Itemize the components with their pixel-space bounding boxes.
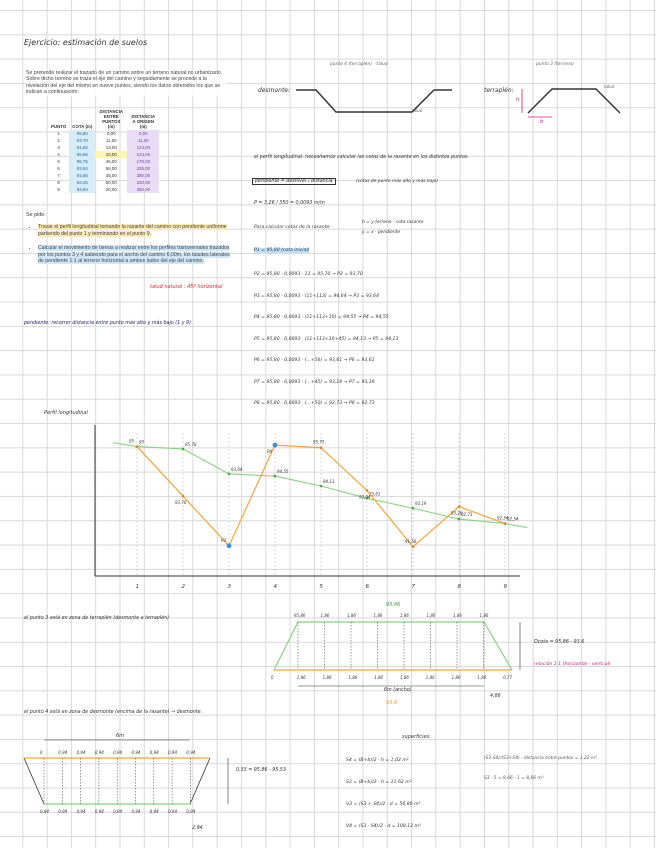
profile-x-tick: 7	[411, 584, 415, 590]
section2-top-point: 0,94	[131, 750, 141, 755]
section1-bottom-point: 1,86	[348, 675, 358, 680]
table-cell: 50,00	[105, 180, 117, 185]
section1-bottom-point: 0	[271, 675, 274, 680]
rasante-label: 94,55	[277, 469, 289, 475]
profile-label: Perfil longitudinal	[44, 410, 88, 416]
table-cell: 95,75	[69, 158, 95, 165]
table-cell: 0,00	[127, 130, 159, 137]
terrain-label: 93,26	[451, 510, 463, 516]
rasante-label: 92,54	[507, 516, 519, 522]
terrain-point	[273, 443, 278, 448]
equation-line: P6 = 95,80 - 0,0093 · (...+56) = 93,61 → P6 = 93,61	[254, 358, 375, 363]
rasante-label: 93,64	[231, 466, 243, 472]
section1-bottom-point: 1,86	[296, 675, 306, 680]
result-line: V3 = (S3 + S4)/2 · d = 56,80 m³	[346, 802, 421, 807]
section2-bottom-dim: 2,94	[192, 826, 203, 831]
section2-top-point: 0,94	[94, 750, 104, 755]
section2-bottom-point: 0,94	[186, 809, 196, 814]
terrain-line	[137, 445, 505, 547]
section2-bottom-point: 0,94	[76, 809, 86, 814]
section2-top-point: 0,94	[113, 750, 123, 755]
problem-paragraph: Se pretende realizar el trazado de un camino sobre un terreno natural no urbanizado. Sobre dicho terreno se traza el eje del camino y seguidamente se procede a la nivelación del eje del mismo en nueve puntos, siendo los datos obtenidos los que se indican a continuación:	[26, 70, 223, 96]
table-cell: 9	[57, 187, 60, 192]
section1-bottom-point: 1,86	[400, 675, 409, 680]
profile-x-tick: 2	[181, 584, 185, 590]
terraplen-caption: punto 3 (terreno)	[536, 62, 574, 67]
table-cell: 93,94	[69, 165, 95, 172]
section1-bottom-dim: 4,86	[490, 694, 501, 699]
terrain-point	[366, 489, 369, 492]
terrain-point	[136, 445, 139, 448]
table-cell: 350,00	[127, 186, 159, 193]
result-line: V4 = (S3 · S4)/2 · d = 108,12 m³	[346, 824, 421, 829]
section1-right-note: Dcota = 95,86 - 93,6	[534, 640, 585, 645]
terraplen-h: h	[516, 97, 520, 103]
table-cell: 92,94	[69, 186, 95, 193]
desmonte-shape	[296, 90, 452, 112]
profile-x-tick: 5	[319, 584, 323, 590]
page-title: Ejercicio: estimación de suelos	[24, 38, 148, 47]
note-calcular: Para calcular cotas de la rasante:	[254, 225, 331, 230]
col-distancia-origen: DISTANCIA A ORIGEN (m)	[131, 114, 156, 129]
table-cell: 4	[57, 152, 60, 157]
table-cell: 45,00	[105, 159, 117, 164]
rasante-point	[274, 475, 277, 478]
terrain-label: 91,56	[405, 538, 417, 544]
section2-bottom-point: 0,94	[168, 809, 178, 814]
note-pendiente: pendiente: recorrer distancia entre punto más alto y más bajo (1 y 9)	[24, 321, 191, 326]
table-cell: 0,00	[107, 131, 116, 136]
result-line: S4 = (B+b)/2 · h = 1,02 m²	[346, 758, 409, 763]
section1-bottom-point: 1,86	[425, 675, 435, 680]
section2-right-note: 0,33 = 95,86 - 95,53	[236, 768, 286, 773]
section2-bottom-point: 0,94	[94, 809, 104, 814]
results-side-note: (S3·S4)/(S3+S4) · distancia entre puntos = 1,22 m³	[484, 756, 597, 761]
section2-bottom-point: 0,94	[131, 809, 141, 814]
profile-x-tick: 6	[365, 584, 369, 590]
section1-title: el punto 3 está en zona de terraplén (desmonte a terraplén)	[24, 616, 170, 621]
rasante-label: 92,73	[461, 512, 473, 518]
rasante-point	[320, 485, 323, 488]
table-cell: 10,00	[95, 151, 127, 158]
note-perfil: el perfil longitudinal: necesitamos calcular las cotas de la rasante en los distintos puntos.	[254, 155, 469, 160]
equation-line: P3 = 95,80 - 0,0093 · (11+113) = 94,64 → P3 = 93,64	[254, 293, 379, 299]
task-item: • Trazar el perfil longitudinal tomando la rasante del camino con pendiente uniforme partiendo del punto 1 y terminando en el punto 9.	[38, 224, 236, 237]
rasante-label: 93,19	[415, 501, 427, 507]
section1-top-point: 1,86	[373, 613, 383, 618]
section1-top-point: 1,86	[453, 613, 462, 618]
section1-bottom-point: 1,86	[477, 675, 487, 680]
section2-top-point: 0,94	[149, 750, 159, 755]
col-distancia-entre: DISTANCIA ENTRE PUNTOS (m)	[99, 109, 124, 129]
section1-width: 6m (ancho)	[384, 688, 412, 693]
section1-bottom-point: 0,77	[503, 675, 513, 680]
section2-top-point: 0,94	[168, 750, 178, 755]
table-cell: 3	[57, 145, 60, 150]
table-cell: 93,70	[69, 137, 95, 144]
rasante-point	[458, 518, 461, 521]
terrain-label: 93,94	[359, 494, 371, 500]
terrain-point	[412, 545, 415, 548]
terraplen-label: terraplén:	[484, 87, 514, 94]
table-cell: 95,80	[69, 130, 95, 137]
table-cell: 11,00	[127, 137, 159, 144]
table-cell: 56,00	[105, 166, 117, 171]
terrain-point	[458, 505, 461, 508]
desmonte-caption: punto 4 (terraplén) - talud	[330, 62, 388, 67]
section2-title: el punto 4 está en zona de desmonte (encima de la rasante) → desmonte.	[24, 710, 203, 715]
rasante-point	[412, 507, 415, 510]
rasante-label: 95,70	[185, 441, 197, 447]
table-cell: 45,00	[105, 173, 117, 178]
equation-line: P2 = 95,80 - 0,0093 · 11 = 95,70 → P2 = 93,70	[254, 272, 363, 277]
table-cell: 1	[57, 131, 60, 136]
table-cell: 93,26	[69, 179, 95, 186]
result-line: S3 = (B+b)/2 · h = 11,62 m²	[346, 780, 412, 785]
section2-bottom-point: 0,94	[40, 809, 49, 814]
profile-x-tick: 4	[273, 584, 277, 590]
note-y: y = x · pendiente	[362, 230, 401, 235]
terrain-label: 95,75	[313, 439, 325, 445]
table-cell: 91,60	[69, 144, 95, 151]
section1-terrain	[274, 622, 512, 670]
table-cell: 6	[57, 166, 60, 171]
results-header: superficies:	[402, 734, 431, 740]
terrain-label: P3	[221, 537, 226, 543]
table-cell: 235,00	[127, 165, 159, 172]
table-cell: 8	[57, 180, 60, 185]
section1-top-point: 1,86	[347, 613, 356, 618]
profile-x-tick: 8	[457, 584, 461, 590]
table-cell: 91,56	[69, 172, 95, 179]
equation-line: P8 = 95,80 - 0,0093 · (...+50) = 92,73 → P8 = 92,73	[254, 401, 375, 406]
section1-top-point: 1,86	[479, 613, 489, 618]
terraplen-shape	[528, 89, 620, 113]
pink-note: talud natural : 45º horizontal	[150, 284, 223, 290]
col-punto: PUNTO	[51, 124, 67, 129]
terrain-point	[320, 446, 323, 449]
section1-top-label: 95,86	[386, 602, 401, 608]
table-cell: 330,00	[127, 179, 159, 186]
terraplen-b: b	[540, 119, 544, 125]
table-cell: 7	[57, 173, 60, 178]
table-cell: 20,00	[105, 187, 117, 192]
section1-bottom-point: 1,86	[451, 675, 461, 680]
terrain-point	[182, 495, 185, 498]
desmonte-label: desmonte:	[258, 87, 291, 94]
table-cell: 11,00	[105, 138, 117, 143]
section2-bottom-point: 0,94	[58, 809, 68, 814]
note-p1: P1 = 95,80 (cota inicial)	[254, 248, 310, 253]
rasante-label: 95	[139, 439, 145, 445]
table-cell: 179,00	[127, 158, 159, 165]
section1-top-point: 1,86	[400, 613, 409, 618]
table-cell: 134,00	[127, 151, 159, 158]
se-pide-label: Se pide:	[26, 212, 46, 218]
terraplen-sub: talud	[604, 84, 615, 89]
terrain-label: 93,70	[175, 500, 187, 506]
section1-top-point: 95,86	[294, 613, 306, 618]
table-cell: 280,00	[127, 172, 159, 179]
table-cell: 124,00	[127, 144, 159, 151]
section2-bottom-point: 0,94	[113, 809, 123, 814]
desmonte-sub: talud	[412, 108, 423, 113]
equation-line: P7 = 95,80 - 0,0093 · (...+45) = 93,19 → P7 = 93,19	[254, 379, 375, 385]
terrain-point	[227, 543, 232, 548]
section1-pink-note: relación 1:1 (horizontal · vertical)	[534, 662, 611, 667]
rasante-point	[182, 448, 185, 451]
section1-top-point: 1,86	[320, 613, 330, 618]
terrain-point	[504, 522, 507, 525]
section1-bottom-label: 93,6	[386, 700, 398, 706]
section1-bottom-point: 1,86	[322, 675, 332, 680]
terrain-label: 95	[129, 438, 135, 444]
table-cell: 2	[57, 138, 60, 143]
section1-bottom-point: 1,86	[374, 675, 384, 680]
table-cell: 95,86	[69, 151, 95, 158]
rasante-point	[228, 473, 231, 476]
note-pendiente-formula: pendiente = desnivel / distancia	[252, 178, 336, 185]
note-cotas: (cotas de punto más alto y más bajo)	[356, 179, 439, 184]
equation-line: P4 = 95,80 - 0,0093 · (11+113+10) = 94,55 → P4 = 94,55	[254, 315, 389, 320]
note-h: h = y terreno - cota rasante	[362, 220, 424, 225]
terrain-label: 92,54	[497, 515, 509, 521]
section2-top-point: 0,94	[186, 750, 196, 755]
profile-x-tick: 1	[135, 584, 139, 590]
section2-top-point: 0	[40, 750, 43, 755]
terrain-label: P4	[267, 449, 272, 455]
task-item: • Calcular el movimiento de tierras a realizar entre los perfiles transversales trazados por los puntos 3 y 4 sabiendo para el ancho del camino 6,00m, los taludes laterales de pendiente 1:1 al terreno horizontal a ambos lados del eje del camino.	[38, 245, 236, 265]
profile-x-tick: 3	[227, 584, 231, 590]
section1-top-point: 1,86	[426, 613, 436, 618]
section2-top-point: 0,94	[58, 750, 68, 755]
section2-top-label: 6m	[116, 733, 125, 739]
section2-top-point: 0,94	[76, 750, 86, 755]
rasante-label: 93,61	[369, 491, 381, 497]
table-cell: 5	[57, 159, 60, 164]
rasante-label: 94,13	[323, 479, 335, 485]
table-cell: 13,00	[105, 145, 117, 150]
section2-bottom-point: 0,94	[149, 809, 159, 814]
equation-line: P5 = 95,80 - 0,0093 · (11+113+10+45) = 94,13 → P5 = 94,13	[254, 336, 399, 342]
profile-x-tick: 9	[503, 584, 507, 590]
col-cota: COTA (m)	[72, 124, 93, 129]
note-p: P = 3,26 / 350 = 0,0093 m/m	[254, 201, 325, 206]
results-side-note-2: S3 · 5 = 8,66 · 1 = 8,66 m³	[484, 776, 544, 781]
